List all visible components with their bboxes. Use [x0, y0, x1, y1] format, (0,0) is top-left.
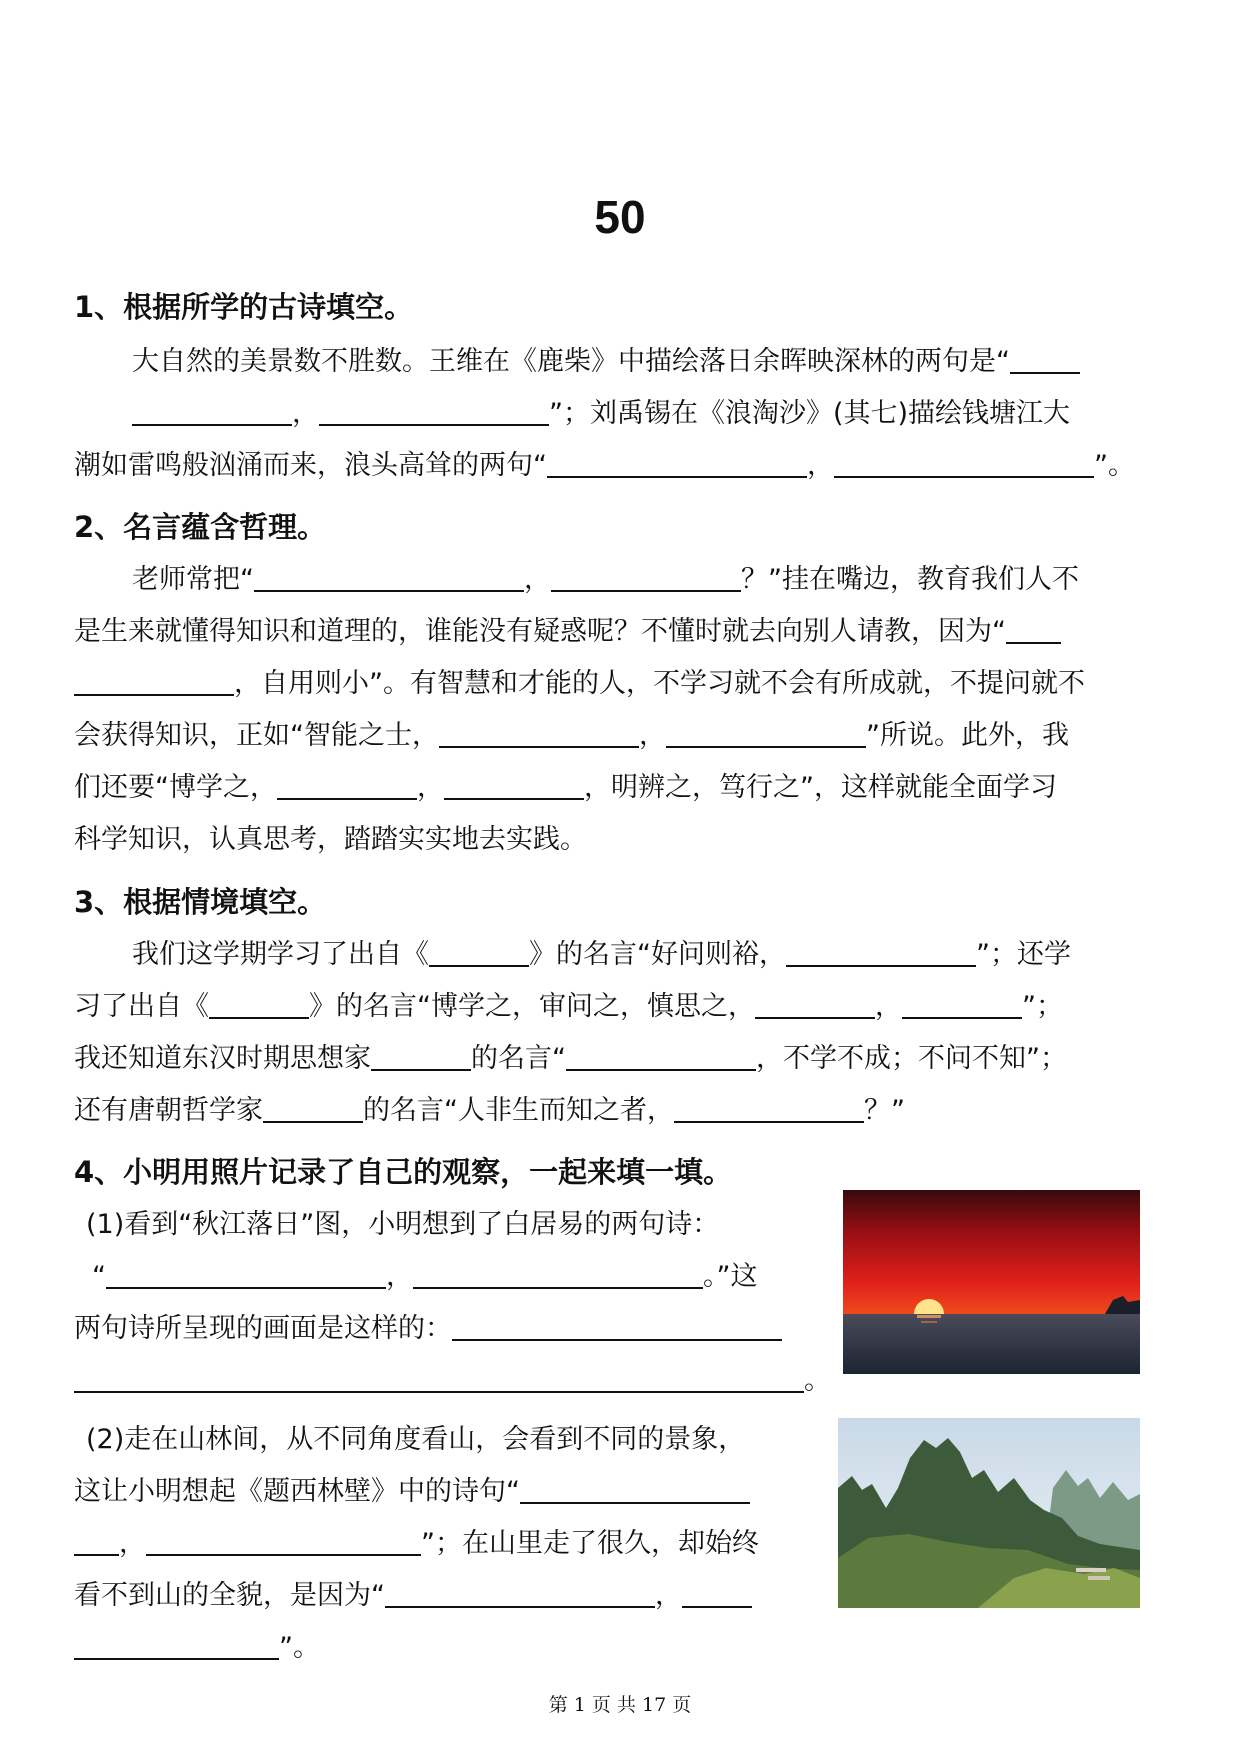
- answer-blank[interactable]: [682, 1578, 752, 1608]
- answer-blank[interactable]: [74, 1630, 279, 1660]
- q4-p2-line-5: ”。: [74, 1630, 320, 1670]
- answer-blank[interactable]: [520, 1474, 750, 1504]
- q4-p2-line-3: ， ”；在山里走了很久，却始终: [74, 1526, 759, 1566]
- answer-blank[interactable]: [132, 396, 292, 426]
- answer-blank[interactable]: [674, 1093, 864, 1123]
- q4-p2-line-4: 看不到山的全貌，是因为“ ，: [74, 1578, 752, 1618]
- answer-blank[interactable]: [319, 396, 549, 426]
- answer-blank[interactable]: [452, 1311, 782, 1341]
- answer-blank[interactable]: [277, 770, 417, 800]
- q4-heading: 4、小明用照片记录了自己的观察，一起来填一填。: [74, 1155, 733, 1189]
- answer-blank[interactable]: [74, 666, 234, 696]
- q1-heading: 1、根据所学的古诗填空。: [74, 290, 414, 324]
- answer-blank[interactable]: [429, 937, 529, 967]
- q4-p2-line-2: 这让小明想起《题西林壁》中的诗句“: [74, 1474, 750, 1514]
- q4-p1-line-3: 两句诗所呈现的画面是这样的：: [74, 1311, 782, 1351]
- answer-blank[interactable]: [439, 718, 639, 748]
- answer-blank[interactable]: [444, 770, 584, 800]
- answer-blank[interactable]: [755, 989, 875, 1019]
- q1-line-3: 潮如雷鸣般汹涌而来，浪头高耸的两句“ ， ”。: [74, 450, 1135, 481]
- q3-line-2: 习了出自《 》的名言“博学之，审问之，慎思之， ， ”；: [74, 991, 1063, 1022]
- answer-blank[interactable]: [74, 1363, 804, 1393]
- q3-line-4: 还有唐朝哲学家 的名言“人非生而知之者， ？”: [74, 1095, 905, 1126]
- answer-blank[interactable]: [254, 562, 524, 592]
- q2-line-6: 科学知识，认真思考，踏踏实实地去实践。: [74, 824, 587, 855]
- q2-line-3: ，自用则小”。有智慧和才能的人，不学习就不会有所成就，不提问就不: [74, 666, 1085, 706]
- q4-p2-line-1: (2)走在山林间，从不同角度看山，会看到不同的景象，: [86, 1424, 746, 1455]
- answer-blank[interactable]: [547, 448, 807, 478]
- q4-p1-line-1: (1)看到“秋江落日”图，小明想到了白居易的两句诗：: [86, 1209, 720, 1240]
- answer-blank[interactable]: [666, 718, 866, 748]
- q2-heading: 2、名言蕴含哲理。: [74, 510, 327, 544]
- sunset-over-river-image: [843, 1190, 1140, 1374]
- q3-line-3: 我还知道东汉时期思想家 的名言“ ，不学不成；不问不知”；: [74, 1043, 1067, 1074]
- answer-blank[interactable]: [106, 1259, 386, 1289]
- answer-blank[interactable]: [209, 989, 309, 1019]
- answer-blank[interactable]: [263, 1093, 363, 1123]
- answer-blank[interactable]: [551, 562, 741, 592]
- q2-line-1: 老师常把“ ， ？”挂在嘴边，教育我们人不: [132, 564, 1079, 595]
- answer-blank[interactable]: [786, 937, 976, 967]
- q3-heading: 3、根据情境填空。: [74, 885, 327, 919]
- answer-blank[interactable]: [1006, 614, 1061, 644]
- answer-blank[interactable]: [1010, 344, 1080, 374]
- page-title: 50: [594, 191, 646, 243]
- answer-blank[interactable]: [413, 1259, 703, 1289]
- q1-line-1: 大自然的美景数不胜数。王维在《鹿柴》中描绘落日余晖映深林的两句是“: [132, 344, 1080, 384]
- answer-blank[interactable]: [385, 1578, 655, 1608]
- q2-line-2: 是生来就懂得知识和道理的，谁能没有疑惑呢？不懂时就去向别人请教，因为“: [74, 614, 1061, 654]
- q2-line-4: 会获得知识，正如“智能之士， ， ”所说。此外，我: [74, 720, 1069, 751]
- page-footer: 第 1 页 共 17 页: [548, 1694, 692, 1716]
- answer-blank[interactable]: [146, 1526, 421, 1556]
- q3-line-1: 我们这学期学习了出自《 》的名言“好问则裕， ”；还学: [132, 939, 1071, 970]
- mountain-photo: [838, 1418, 1140, 1608]
- q4-p1-line-4: 。: [74, 1363, 831, 1403]
- karst-mountains-image: [838, 1418, 1140, 1608]
- q2-line-5: 们还要“博学之， ， ，明辨之，笃行之”，这样就能全面学习: [74, 772, 1057, 803]
- q4-p1-line-2: “ ， 。”这: [92, 1261, 758, 1292]
- q1-line-2: ， ”；刘禹锡在《浪淘沙》(其七)描绘钱塘江大: [132, 396, 1070, 436]
- answer-blank[interactable]: [74, 1526, 119, 1556]
- answer-blank[interactable]: [566, 1041, 756, 1071]
- answer-blank[interactable]: [834, 448, 1094, 478]
- answer-blank[interactable]: [902, 989, 1022, 1019]
- answer-blank[interactable]: [371, 1041, 471, 1071]
- sunset-photo: [843, 1190, 1140, 1374]
